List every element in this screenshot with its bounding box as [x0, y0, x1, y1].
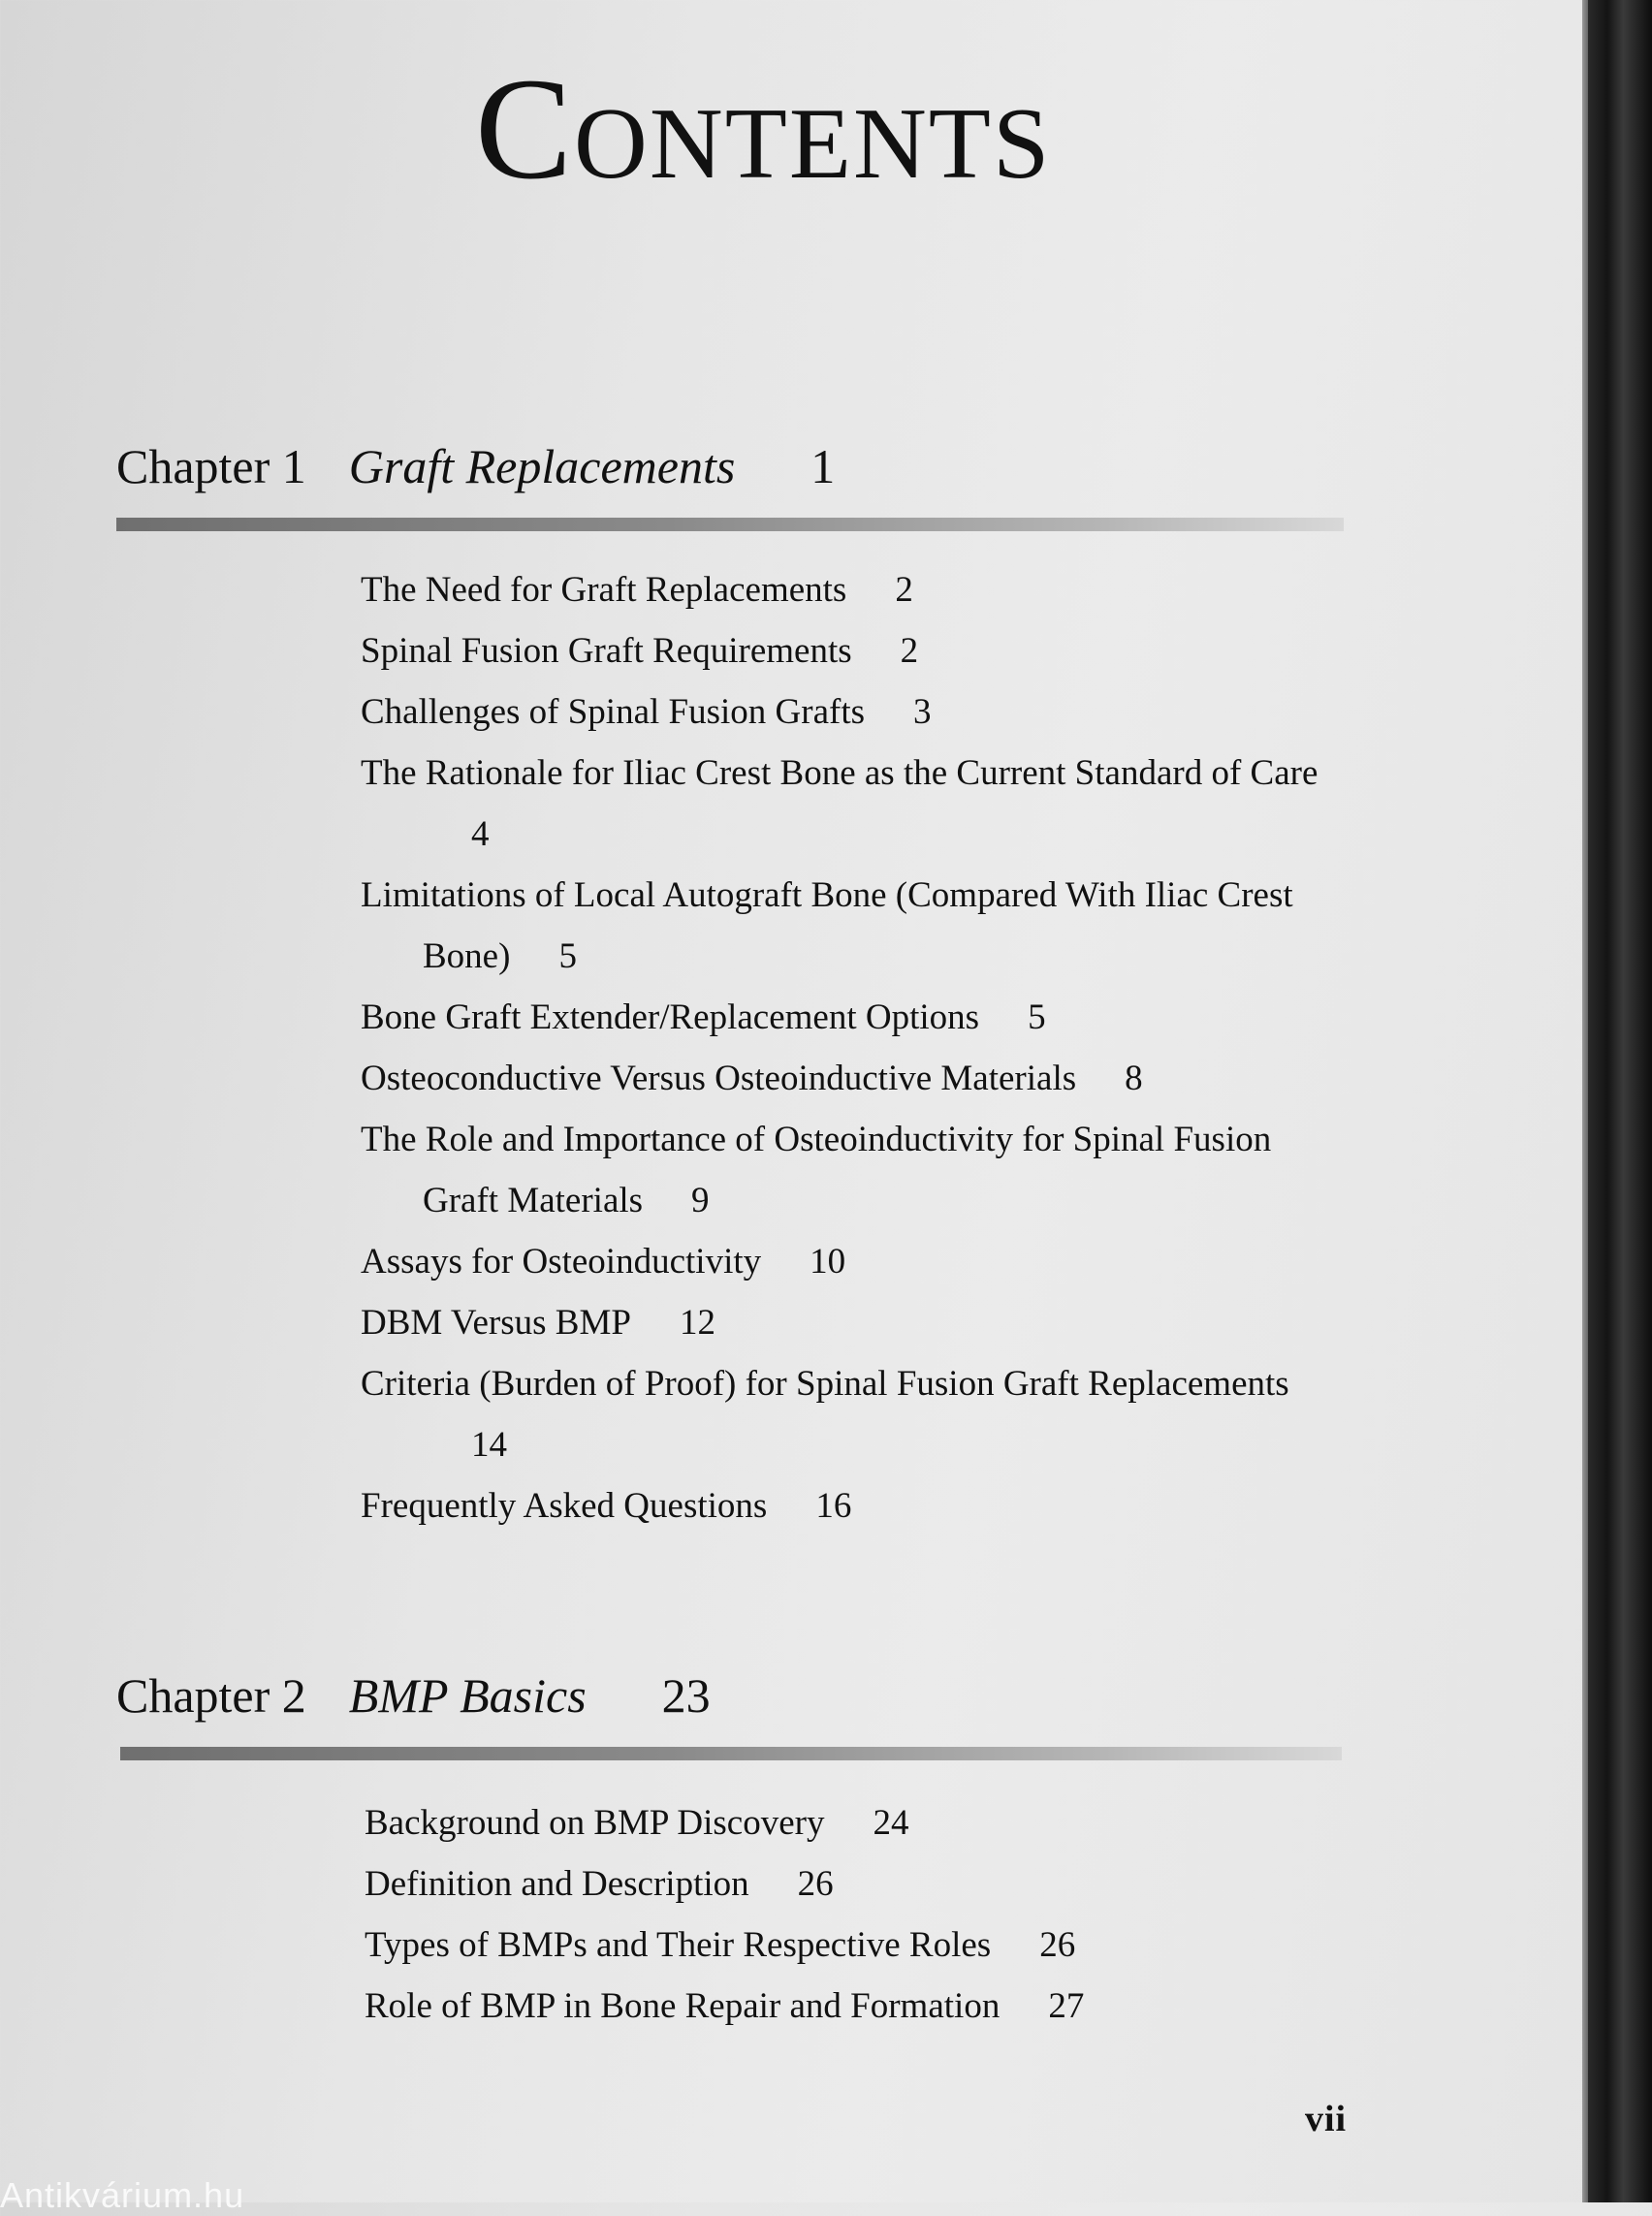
toc-entry[interactable]: [361, 681, 1340, 743]
chapter-label: Chapter 2: [116, 1668, 306, 1723]
chapter-1-entries: [361, 559, 1340, 1536]
chapter-2-entries: [365, 1792, 1344, 2037]
toc-entry-page: 5: [1028, 997, 1046, 1037]
toc-entry[interactable]: [361, 1048, 1340, 1109]
toc-entry-text: Bone Graft Extender/Replacement Options: [361, 997, 980, 1037]
toc-entry-text: Frequently Asked Questions: [361, 1486, 768, 1526]
toc-entry-page: 27: [1048, 1986, 1085, 2026]
toc-entry-page: 16: [815, 1486, 852, 1526]
toc-entry-text: Assays for Osteoinductivity: [361, 1242, 762, 1282]
toc-entry-page: 26: [797, 1864, 834, 1904]
toc-entry-page: 12: [679, 1303, 715, 1343]
toc-entry-text: Background on BMP Discovery: [365, 1803, 825, 1843]
toc-entry-page: 2: [900, 631, 919, 671]
toc-entry[interactable]: [361, 620, 1340, 681]
toc-entry-page: 26: [1039, 1925, 1076, 1965]
toc-entry-page: 9: [691, 1181, 710, 1220]
chapter-page-number: 1: [810, 439, 836, 493]
toc-entry-text: Role of BMP in Bone Repair and Formation: [365, 1986, 1001, 2026]
chapter-label: Chapter 1: [116, 439, 306, 493]
chapter-2-rule: [120, 1747, 1342, 1760]
toc-entry[interactable]: [365, 1976, 1344, 2037]
chapter-1-rule: [116, 518, 1344, 531]
toc-entry[interactable]: [361, 743, 1340, 865]
toc-entry-text: The Role and Importance of Osteoinductivity for Spinal Fusion Graft Materials: [361, 1120, 1272, 1220]
toc-entry-page: 24: [873, 1803, 909, 1843]
toc-entry-page: 3: [913, 692, 932, 732]
chapter-2-heading: [116, 1668, 711, 1723]
toc-entry-text: The Need for Graft Replacements: [361, 570, 847, 610]
chapter-title: Graft Replacements: [348, 439, 736, 493]
toc-entry[interactable]: [365, 1915, 1344, 1976]
toc-entry-text: Challenges of Spinal Fusion Grafts: [361, 692, 866, 732]
chapter-1-heading: [116, 439, 836, 493]
toc-entry-page: 2: [895, 570, 913, 610]
toc-entry-text: DBM Versus BMP: [361, 1303, 631, 1343]
toc-entry[interactable]: [365, 1853, 1344, 1915]
toc-entry[interactable]: [361, 865, 1340, 987]
toc-entry[interactable]: [361, 1109, 1340, 1231]
page-title: Contents: [475, 48, 1052, 209]
chapter-page-number: 23: [661, 1668, 711, 1723]
toc-entry-text: Types of BMPs and Their Respective Roles: [365, 1925, 992, 1965]
toc-entry[interactable]: [361, 1231, 1340, 1292]
toc-entry[interactable]: [361, 987, 1340, 1048]
toc-entry[interactable]: [365, 1792, 1344, 1853]
toc-entry[interactable]: [361, 1353, 1340, 1475]
toc-entry[interactable]: [361, 1292, 1340, 1353]
toc-entry-text: Limitations of Local Autograft Bone (Compared With Iliac Crest Bone): [361, 875, 1293, 976]
toc-entry-text: The Rationale for Iliac Crest Bone as the Current Standard of Care: [361, 753, 1318, 793]
toc-entry-page: 8: [1125, 1059, 1143, 1098]
chapter-title: BMP Basics: [348, 1668, 587, 1723]
toc-entry-text: Criteria (Burden of Proof) for Spinal Fusion Graft Replacements: [361, 1364, 1289, 1404]
toc-entry-page: 4: [471, 814, 490, 854]
toc-entry-text: Spinal Fusion Graft Requirements: [361, 631, 852, 671]
toc-entry-page: 14: [471, 1425, 507, 1465]
toc-entry[interactable]: [361, 559, 1340, 620]
toc-entry-text: Definition and Description: [365, 1864, 749, 1904]
book-binding: [1588, 0, 1652, 2202]
page-number: vii: [1305, 2099, 1348, 2139]
toc-entry-page: 10: [810, 1242, 846, 1282]
toc-entry[interactable]: [361, 1475, 1340, 1536]
toc-entry-text: Osteoconductive Versus Osteoinductive Materials: [361, 1059, 1077, 1098]
toc-entry-page: 5: [558, 936, 577, 976]
watermark: Antikvárium.hu: [0, 2175, 245, 2215]
